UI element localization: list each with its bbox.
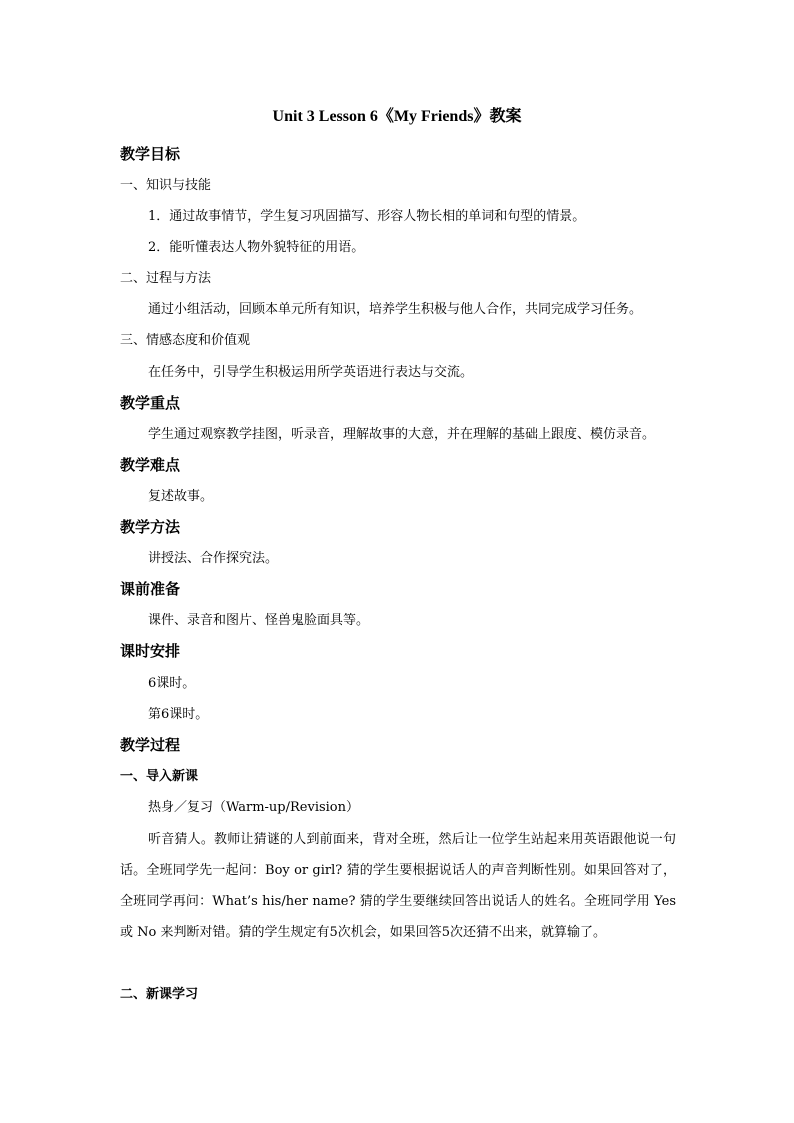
schedule-line-1: 6课时。: [148, 676, 196, 691]
heading-difficulties: 教学难点: [120, 456, 181, 474]
intro-paragraph: 听音猜人。教师让猜谜的人到前面来，背对全班，然后让一位学生站起来用英语跟他说一句话。全班同学先一起问：Boy or girl? 猜的学生要根据说话人的声音判断性别。如果回答对了，全班同学再问：What’s his/her name? 猜的学生要继续回答出说话人的姓名。全班同学用 Yes 或 No 来判断对错。猜的学生规定有5次机会，如果回答5次还猜不出来，就算输了。: [120, 832, 676, 940]
heading-schedule: 课时安排: [120, 642, 181, 660]
preparation-text: 课件、录音和图片、怪兽鬼脸面具等。: [148, 613, 370, 628]
warmup-line: 热身／复习（Warm-up/Revision）: [148, 800, 360, 815]
key-points-text: 学生通过观察教学挂图，听录音，理解故事的大意，并在理解的基础上跟度、模仿录音。: [148, 427, 656, 442]
subheading-knowledge-skills: 一、知识与技能: [120, 178, 212, 193]
heading-preparation: 课前准备: [120, 580, 181, 598]
document-title: Unit 3 Lesson 6《My Friends》教案: [272, 108, 522, 125]
subheading-new-lesson: 二、新课学习: [120, 987, 199, 1002]
process-methods-text: 通过小组活动，回顾本单元所有知识，培养学生积极与他人合作，共同完成学习任务。: [148, 302, 643, 317]
schedule-line-2: 第6课时。: [148, 707, 209, 722]
heading-teaching-process: 教学过程: [120, 736, 181, 754]
heading-teaching-goals: 教学目标: [120, 145, 181, 163]
knowledge-item-1: 1．通过故事情节，学生复习巩固描写、形容人物长相的单词和句型的情景。: [148, 209, 586, 224]
heading-teaching-methods: 教学方法: [120, 518, 181, 536]
heading-key-points: 教学重点: [120, 394, 181, 412]
attitude-values-text: 在任务中，引导学生积极运用所学英语进行表达与交流。: [148, 365, 474, 380]
subheading-process-methods: 二、过程与方法: [120, 271, 212, 286]
teaching-methods-text: 讲授法、合作探究法。: [148, 551, 279, 566]
subheading-attitude-values: 三、情感态度和价值观: [120, 333, 251, 348]
knowledge-item-2: 2．能听懂表达人物外貌特征的用语。: [148, 240, 365, 255]
difficulties-text: 复述故事。: [148, 489, 214, 504]
subheading-intro: 一、导入新课: [120, 769, 199, 784]
